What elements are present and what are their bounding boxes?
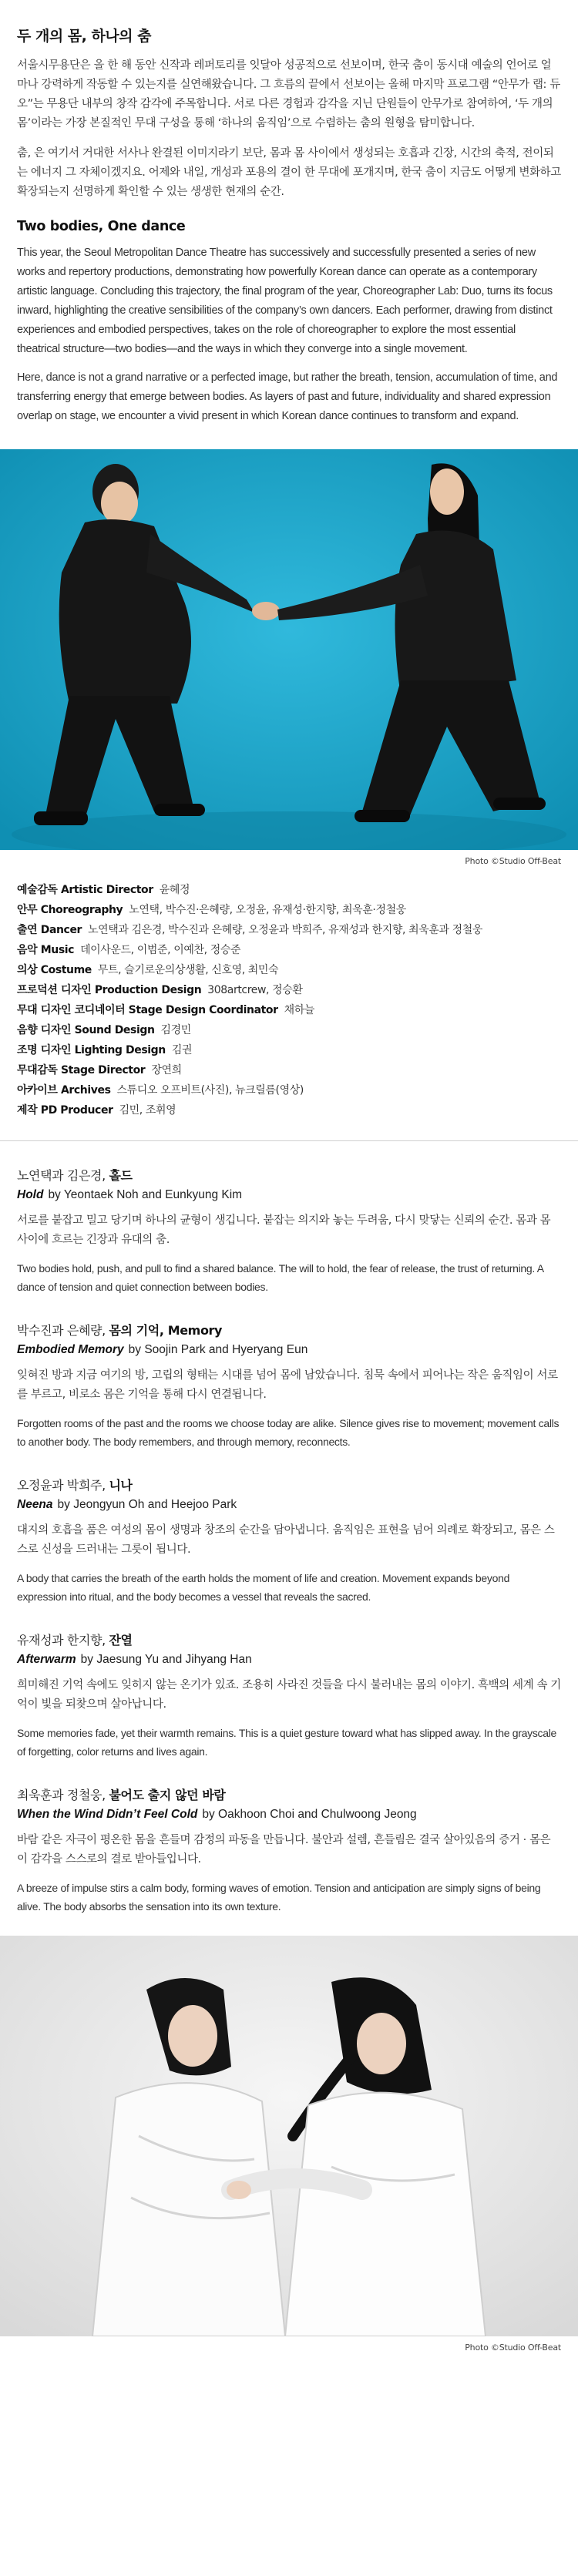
credit-row bbox=[17, 920, 561, 940]
piece-title-en: Hold bbox=[17, 1188, 44, 1201]
duo-photo-white-image bbox=[0, 1936, 578, 2336]
credit-value: 308artcrew, 정승환 bbox=[207, 984, 303, 996]
piece-desc-en: A breeze of impulse stirs a calm body, forming waves of emotion. Tension and anticipation are simply signs of being alive. The body absorbs the sensation into its own texture. bbox=[17, 1882, 541, 1913]
piece-wind bbox=[0, 1785, 578, 1916]
piece-neena bbox=[0, 1476, 578, 1606]
piece-desc-ko: 잊혀진 방과 지금 여기의 방, 고립의 형태는 시대를 넘어 몸에 남았습니다. 침묵 속에서 피어나는 작은 움직임이 서로를 부르고, 비로소 몸은 기억을 통해 다시 연결됩니다. bbox=[17, 1369, 558, 1401]
piece-byline: by Jaesung Yu and Jihyang Han bbox=[80, 1653, 252, 1666]
credit-row bbox=[17, 1000, 561, 1020]
credit-role: 프로덕션 디자인 Production Design bbox=[17, 984, 202, 996]
credit-row bbox=[17, 940, 561, 960]
credit-row bbox=[17, 1080, 561, 1100]
photo-credit-1: Photo ©Studio Off-Beat bbox=[465, 856, 561, 866]
intro-paragraph-ko-1: 서울시무용단은 올 한 해 동안 신작과 레퍼토리를 잇달아 성공적으로 선보이며, 한국 춤이 동시대 예술의 언어로 얼마나 강력하게 작동할 수 있는지를 실연해왔습니다. 그 흐름의 끝에서 선보이는 올해 마지막 프로그램 “안무가 랩: 듀오”는 무용단 내부의 창작 감각에 주목합니다. 서로 다른 경험과 감각을 지닌 단원들이 안무가로 참여하여, ‘두 개의 몸’이라는 가장 본질적인 무대 구성을 통해 ‘하나의 움직임’으로 수렴하는 춤의 원형을 탐미합니다. bbox=[17, 59, 560, 129]
section-divider bbox=[0, 1140, 578, 1141]
piece-choreographers: 노연택과 김은경, bbox=[17, 1168, 106, 1183]
piece-desc-en: Two bodies hold, push, and pull to find a shared balance. The will to hold, the fear of release, the trust of returning. A dance of tension and quiet connection between bodies. bbox=[17, 1262, 544, 1293]
intro-paragraph-ko-2: 춤, 은 여기서 거대한 서사나 완결된 이미지라기 보단, 몸과 몸 사이에서 생성되는 호흡과 긴장, 시간의 축적, 전이되는 에너지 그 자체이겠지요. 어제와 내일, 개성과 포용의 결이 한 무대에 포개지며, 한국 춤이 지금도 어떻게 변화하고 확장되는지 선명하게 확인할 수 있는 생생한 현재의 순간. bbox=[17, 147, 561, 198]
intro-section bbox=[0, 0, 578, 426]
credit-value: 노연택, 박수진·은혜량, 오정윤, 유재성·한지향, 최욱훈·정철웅 bbox=[129, 904, 406, 916]
piece-desc-ko: 대지의 호흡을 품은 여성의 몸이 생명과 창조의 순간을 담아냅니다. 움직임은 표현을 넘어 의례로 확장되고, 몸은 스스로 신성을 드러내는 그릇이 됩니다. bbox=[17, 1524, 555, 1556]
piece-choreographers: 박수진과 은혜량, bbox=[17, 1323, 106, 1338]
credit-role: 음악 Music bbox=[17, 944, 75, 956]
credit-role: 무대 디자인 코디네이터 Stage Design Coordinator bbox=[17, 1004, 278, 1016]
credit-role: 조명 디자인 Lighting Design bbox=[17, 1044, 166, 1056]
credit-row bbox=[17, 1020, 561, 1040]
piece-title-line bbox=[17, 1188, 561, 1202]
intro-paragraph-en-2: Here, dance is not a grand narrative or a perfected image, but rather the breath, tension, accumulation of time, and transferring energy that emerge between bodies. As layers of past and future, individuality and shared expression overlap on stage, we encounter a vivid present in which Korean dance continues to transform and expand. bbox=[17, 371, 558, 422]
piece-title-en: Afterwarm bbox=[17, 1653, 76, 1666]
piece-choreographers: 오정윤과 박희주, bbox=[17, 1478, 106, 1493]
intro-title-ko: 두 개의 몸, 하나의 춤 bbox=[17, 28, 152, 45]
piece-desc-ko: 바람 같은 자극이 평온한 몸을 흔들며 감정의 파동을 만듭니다. 불안과 설렘, 흔들림은 결국 살아있음의 증거 · 몸은 이 감각을 스스로의 결로 받아들입니다. bbox=[17, 1834, 551, 1866]
duo-photo-cyan-image bbox=[0, 449, 578, 850]
piece-title-en: When the Wind Didn’t Feel Cold bbox=[17, 1808, 198, 1821]
piece-byline: by Oakhoon Choi and Chulwoong Jeong bbox=[202, 1808, 417, 1821]
credit-value: 김권 bbox=[171, 1044, 193, 1056]
credit-role: 출연 Dancer bbox=[17, 924, 82, 936]
piece-desc-ko: 희미해진 기억 속에도 잊히지 않는 온기가 있죠. 조용히 사라진 것들을 다시 불러내는 몸의 이야기. 흑백의 세계 속 기억이 빛을 되찾으며 살아납니다. bbox=[17, 1679, 561, 1711]
credit-value: 윤혜정 bbox=[159, 884, 190, 896]
piece-title-en: Embodied Memory bbox=[17, 1343, 124, 1356]
piece-desc-en: A body that carries the breath of the earth holds the moment of life and creation. Movement expands beyond expression into ritual, and the body becomes a vessel that reveals the sacred. bbox=[17, 1572, 510, 1603]
piece-desc-ko: 서로를 붙잡고 밀고 당기며 하나의 균형이 생깁니다. 붙잡는 의지와 놓는 두려움, 다시 맞닿는 신뢰의 순간. 몸과 몸 사이에 흐르는 긴장과 유대의 춤. bbox=[17, 1214, 551, 1246]
piece-title-ko: 불어도 출지 않던 바람 bbox=[109, 1788, 226, 1802]
credit-value: 노연택과 김은경, 박수진과 은혜량, 오정윤과 박희주, 유재성과 한지향, 최욱훈과 정철웅 bbox=[88, 924, 483, 936]
piece-title-ko: 홀드 bbox=[109, 1168, 133, 1183]
piece-title-line bbox=[17, 1653, 561, 1667]
piece-choreographers: 최욱훈과 정철웅, bbox=[17, 1788, 106, 1802]
piece-names bbox=[17, 1631, 561, 1648]
credit-role: 안무 Choreography bbox=[17, 904, 123, 916]
intro-paragraph-en-1: This year, the Seoul Metropolitan Dance Theatre has successively and successfully presented a series of new works and repertory productions, demonstrating how powerfully Korean dance can operate as a contemporary artistic language. Concluding this trajectory, the final program of the year, Choreographer Lab: Duo, turns its focus inward, highlighting the creative sensibilities of the company’s own dancers. Each performer, drawing from distinct experiences and embodied perspectives, takes on the role of choreographer to explore the most essential theatrical structure—two bodies—and the ways in which they converge into a single movement. bbox=[17, 247, 553, 355]
credit-role: 무대감독 Stage Director bbox=[17, 1064, 146, 1076]
piece-hold bbox=[0, 1166, 578, 1296]
piece-title-line bbox=[17, 1343, 561, 1357]
credit-role: 음향 디자인 Sound Design bbox=[17, 1024, 155, 1036]
piece-title-ko: 니나 bbox=[109, 1478, 133, 1493]
credit-role: 예술감독 Artistic Director bbox=[17, 884, 153, 896]
piece-desc-en: Some memories fade, yet their warmth remains. This is a quiet gesture toward what has slipped away. In the grayscale of forgetting, color returns and lives again. bbox=[17, 1727, 557, 1758]
piece-title-en: Neena bbox=[17, 1498, 53, 1511]
credit-role: 의상 Costume bbox=[17, 964, 92, 976]
credit-row bbox=[17, 1100, 561, 1120]
piece-names bbox=[17, 1785, 561, 1803]
credit-value: 김민, 조휘영 bbox=[119, 1104, 176, 1117]
piece-embodied-memory bbox=[0, 1321, 578, 1451]
piece-choreographers: 유재성과 한지향, bbox=[17, 1633, 106, 1647]
piece-afterwarm bbox=[0, 1631, 578, 1761]
piece-names bbox=[17, 1476, 561, 1493]
duo-photo-cyan bbox=[0, 449, 578, 850]
credit-row bbox=[17, 1040, 561, 1060]
piece-names bbox=[17, 1321, 561, 1338]
credit-role: 아카이브 Archives bbox=[17, 1084, 111, 1097]
piece-byline: by Yeontaek Noh and Eunkyung Kim bbox=[48, 1188, 243, 1201]
credits-list bbox=[0, 880, 578, 1120]
credit-row bbox=[17, 980, 561, 1000]
piece-title-ko: 잔열 bbox=[109, 1633, 133, 1647]
piece-byline: by Jeongyun Oh and Heejoo Park bbox=[57, 1498, 237, 1511]
credit-row bbox=[17, 1060, 561, 1080]
piece-byline: by Soojin Park and Hyeryang Eun bbox=[128, 1343, 308, 1356]
piece-title-line bbox=[17, 1808, 561, 1822]
credit-value: 장연희 bbox=[151, 1064, 182, 1076]
piece-desc-en: Forgotten rooms of the past and the rooms we choose today are alike. Silence gives rise to movement; movement calls to another body. The body remembers, and through memory, reconnects. bbox=[17, 1417, 560, 1448]
credit-value: 데이사운드, 이범준, 이예찬, 정승준 bbox=[80, 944, 241, 956]
intro-title-en: Two bodies, One dance bbox=[17, 219, 186, 234]
credit-value: 김경민 bbox=[160, 1024, 191, 1036]
piece-names bbox=[17, 1166, 561, 1184]
credit-value: 채하늘 bbox=[284, 1004, 315, 1016]
credit-role: 제작 PD Producer bbox=[17, 1104, 113, 1117]
credit-row bbox=[17, 900, 561, 920]
duo-photo-white bbox=[0, 1936, 578, 2336]
credit-value: 스튜디오 오프비트(사진), 뉴크릴름(영상) bbox=[116, 1084, 304, 1097]
credit-value: 무트, 슬기로운의상생활, 신호영, 최민숙 bbox=[97, 964, 279, 976]
credit-row bbox=[17, 960, 561, 980]
piece-title-ko: 몸의 기억, Memory bbox=[109, 1323, 223, 1338]
piece-title-line bbox=[17, 1498, 561, 1512]
photo-credit-2: Photo ©Studio Off-Beat bbox=[465, 2343, 561, 2353]
credit-row bbox=[17, 880, 561, 900]
